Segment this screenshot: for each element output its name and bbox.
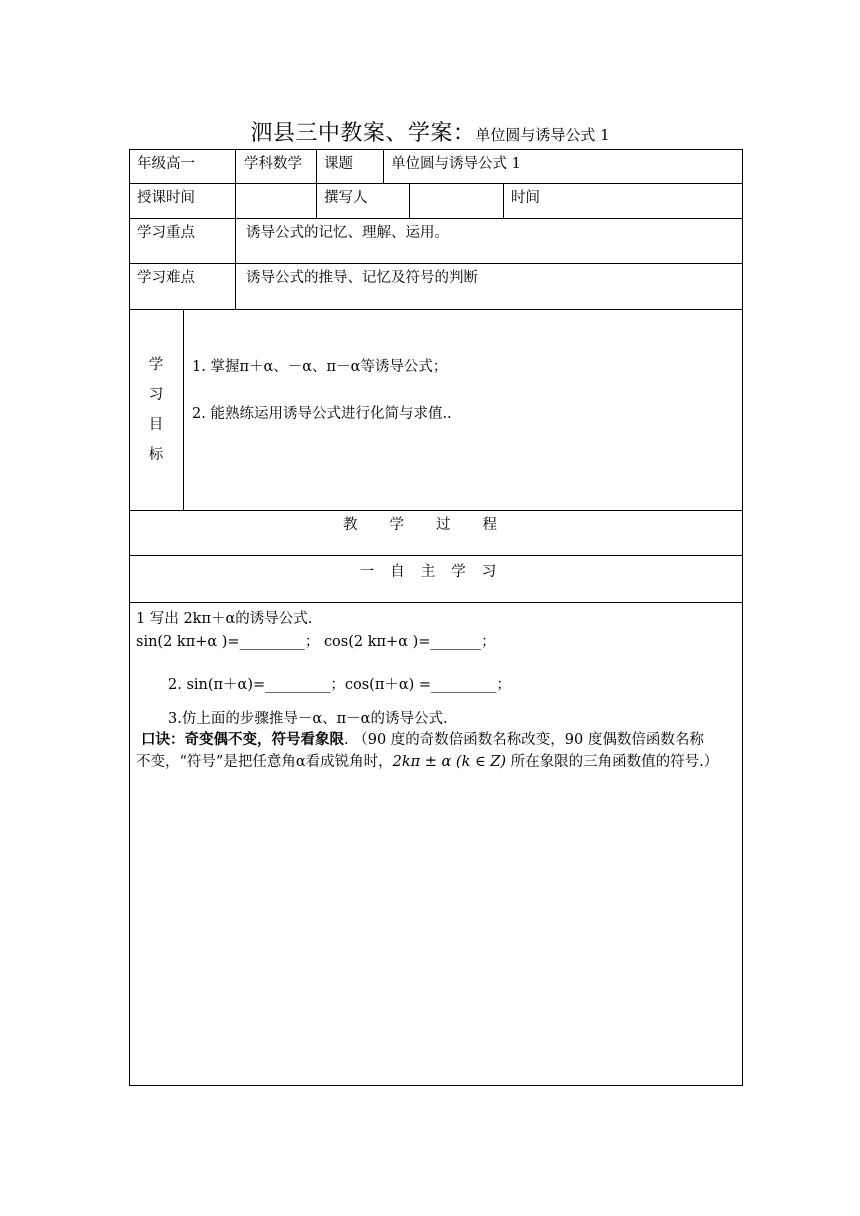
- objectives-label-char: 学: [148, 357, 164, 373]
- row-divider: [129, 263, 743, 264]
- table-border-top: [129, 149, 743, 150]
- row-divider: [129, 510, 743, 511]
- author-label: 撰写人: [324, 190, 368, 206]
- objectives-label-char: 目: [148, 417, 164, 433]
- section-heading: 一自主学习: [359, 564, 513, 580]
- mnemonic-text: 不变，“符号”是把任意角α看成锐角时，: [136, 754, 393, 770]
- objectives-label-char: 标: [148, 447, 164, 463]
- objectives-label-char: 习: [148, 387, 164, 403]
- mnemonic-bold: 口诀：奇变偶不变，符号看象限: [141, 732, 344, 748]
- row-divider: [129, 183, 743, 184]
- col-divider: [183, 309, 184, 510]
- exercise-1: 1 写出 2kπ＋α的诱导公式.: [136, 611, 313, 627]
- row-divider: [129, 555, 743, 556]
- objective-item: 2. 能熟练运用诱导公式进行化简与求值..: [192, 406, 452, 422]
- topic-value: 单位圆与诱导公式 1: [391, 156, 521, 172]
- table-border-right: [742, 149, 743, 1085]
- mnemonic-formula: 2kπ ± α (k ∈ Z): [392, 754, 507, 770]
- subject-label: 学科数学: [244, 156, 302, 172]
- col-divider: [409, 183, 410, 218]
- col-divider: [235, 218, 236, 309]
- mnemonic-text: . （90 度的奇数倍函数名称改变，90 度偶数倍函数名称: [344, 732, 704, 748]
- objective-item: 1. 掌握π＋α、－α、π－α等诱导公式；: [192, 359, 448, 375]
- page-title: [0, 116, 860, 147]
- col-divider: [316, 183, 317, 218]
- topic-label: 课题: [324, 156, 353, 172]
- exercise-3: 3.仿上面的步骤推导－α、π－α的诱导公式.: [168, 711, 448, 727]
- exercise-1-formula: sin(2 kπ+α )=_________； cos(2 kπ+α )=_______；: [136, 634, 496, 650]
- row-divider: [129, 309, 743, 310]
- col-divider: [235, 183, 236, 218]
- mnemonic-text: 所在象限的三角函数值的符号.）: [506, 754, 719, 770]
- col-divider: [503, 183, 504, 218]
- title-main: 泗县三中教案、学案：: [250, 121, 476, 146]
- mnemonic-line-2: [136, 750, 718, 771]
- row-divider: [129, 218, 743, 219]
- mnemonic-line-1: [141, 728, 704, 749]
- difficulty-label: 学习难点: [137, 270, 195, 286]
- table-border-bottom: [129, 1085, 743, 1086]
- table-border-left: [129, 149, 130, 1085]
- date-label: 时间: [511, 190, 540, 206]
- process-heading: 教学过程: [343, 517, 529, 533]
- row-divider: [129, 602, 743, 603]
- teaching-time-label: 授课时间: [137, 190, 195, 206]
- exercise-2: 2. sin(π＋α)=_________；cos(π＋α) =_________；: [168, 677, 511, 693]
- key-points-value: 诱导公式的记忆、理解、运用。: [246, 225, 449, 241]
- grade-label: 年级高一: [137, 156, 195, 172]
- key-points-label: 学习重点: [137, 225, 195, 241]
- title-sub: 单位圆与诱导公式 1: [475, 126, 610, 144]
- col-divider: [316, 149, 317, 183]
- difficulty-value: 诱导公式的推导、记忆及符号的判断: [246, 270, 478, 286]
- objectives-label: [129, 350, 183, 470]
- col-divider: [383, 149, 384, 183]
- col-divider: [235, 149, 236, 183]
